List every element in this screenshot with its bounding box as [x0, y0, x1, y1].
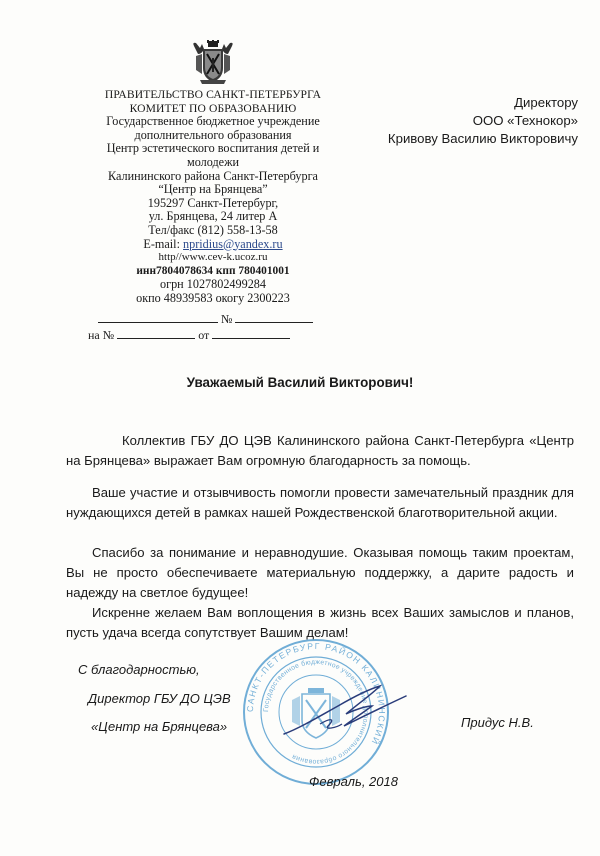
outgoing-number-line: [98, 311, 313, 327]
coat-of-arms-icon: [190, 40, 236, 86]
letter-date: Февраль, 2018: [309, 774, 398, 789]
paragraph-wishes: Искренне желаем Вам воплощения в жизнь всех Ваших замыслов и планов, пусть удача всегда сопутствует Вашим делам!: [66, 605, 574, 640]
institution-line-2: дополнительного образования: [134, 127, 292, 142]
government-name: ПРАВИТЕЛЬСТВО САНКТ-ПЕТЕРБУРГА: [104, 88, 322, 101]
on-number-label: на №: [88, 328, 115, 342]
stamp-outer-ring: САНКТ-ПЕТЕРБУРГ РАЙОН КАЛИНИНСКИЙ: [244, 640, 388, 747]
ogrn: огрн 1027802499284: [160, 277, 266, 292]
phone-fax: Тел/факс (812) 558-13-58: [148, 222, 278, 237]
paragraph-thanks: Спасибо за понимание и неравнодушие. Оказывая помощь таким проектам, Вы не просто обеспечиваете материальную поддержку, а дарите радость и надежду на светлое будущее!: [66, 545, 574, 600]
address-line-2: ул. Брянцева, 24 литер А: [148, 209, 278, 224]
stamp-inner-ring: Государственное бюджетное учреждение дополнительного образования: [262, 658, 370, 766]
addressee-name: Кривову Василию Викторовичу: [387, 131, 578, 146]
inn-kpp: инн7804078634 кпп 780401001: [136, 264, 290, 277]
closing-organization: «Центр на Брянцева»: [91, 719, 228, 734]
email-label: E-mail:: [143, 236, 184, 251]
website-link[interactable]: http//www.cev-k.ucoz.ru: [158, 251, 268, 264]
email-line: [78, 238, 348, 252]
salutation: Уважаемый Василий Викторович!: [186, 375, 414, 390]
paragraph-gratitude: Коллектив ГБУ ДО ЦЭВ Калининского района Санкт-Петербурга «Центр на Брянцева» выражает Вам огромную благодарность за помощь.: [66, 433, 574, 468]
paragraph-participation: Ваше участие и отзывчивость помогли провести замечательный праздник для нуждающихся детей в рамках нашей Рождественской благотворительной акции.: [66, 485, 574, 520]
addressee-block: [378, 94, 578, 148]
addressee-position: Директору: [514, 95, 578, 110]
address-line-1: 195297 Санкт-Петербург,: [147, 195, 279, 210]
institution-line-3: Центр эстетического воспитания детей и: [106, 141, 320, 156]
number-sign: №: [221, 312, 233, 326]
institution-line-1: Государственное бюджетное учреждение: [106, 114, 320, 129]
closing-thanks: С благодарностью,: [78, 662, 200, 677]
email-link[interactable]: npridius@yandex.ru: [183, 236, 283, 251]
signature-icon: [280, 680, 410, 740]
institution-line-6: “Центр на Брянцева”: [158, 182, 268, 197]
institution-line-5: Калининского района Санкт-Петербурга: [108, 168, 318, 183]
incoming-reference-line: [88, 327, 290, 343]
from-label: от: [198, 328, 210, 342]
institution-line-4: молодежи: [186, 154, 240, 169]
closing-director: Директор ГБУ ДО ЦЭВ: [88, 691, 231, 706]
blank-line: [98, 311, 218, 323]
okpo-okogu: окпо 48939583 окогу 2300223: [136, 290, 290, 305]
blank-line: [235, 311, 313, 323]
committee-name: КОМИТЕТ ПО ОБРАЗОВАНИЮ: [129, 101, 297, 115]
addressee-company: ООО «Технокор»: [472, 113, 578, 128]
signer-name: Придус Н.В.: [461, 715, 534, 730]
blank-line: [212, 327, 290, 339]
blank-line: [117, 327, 195, 339]
letterhead: [78, 88, 348, 306]
